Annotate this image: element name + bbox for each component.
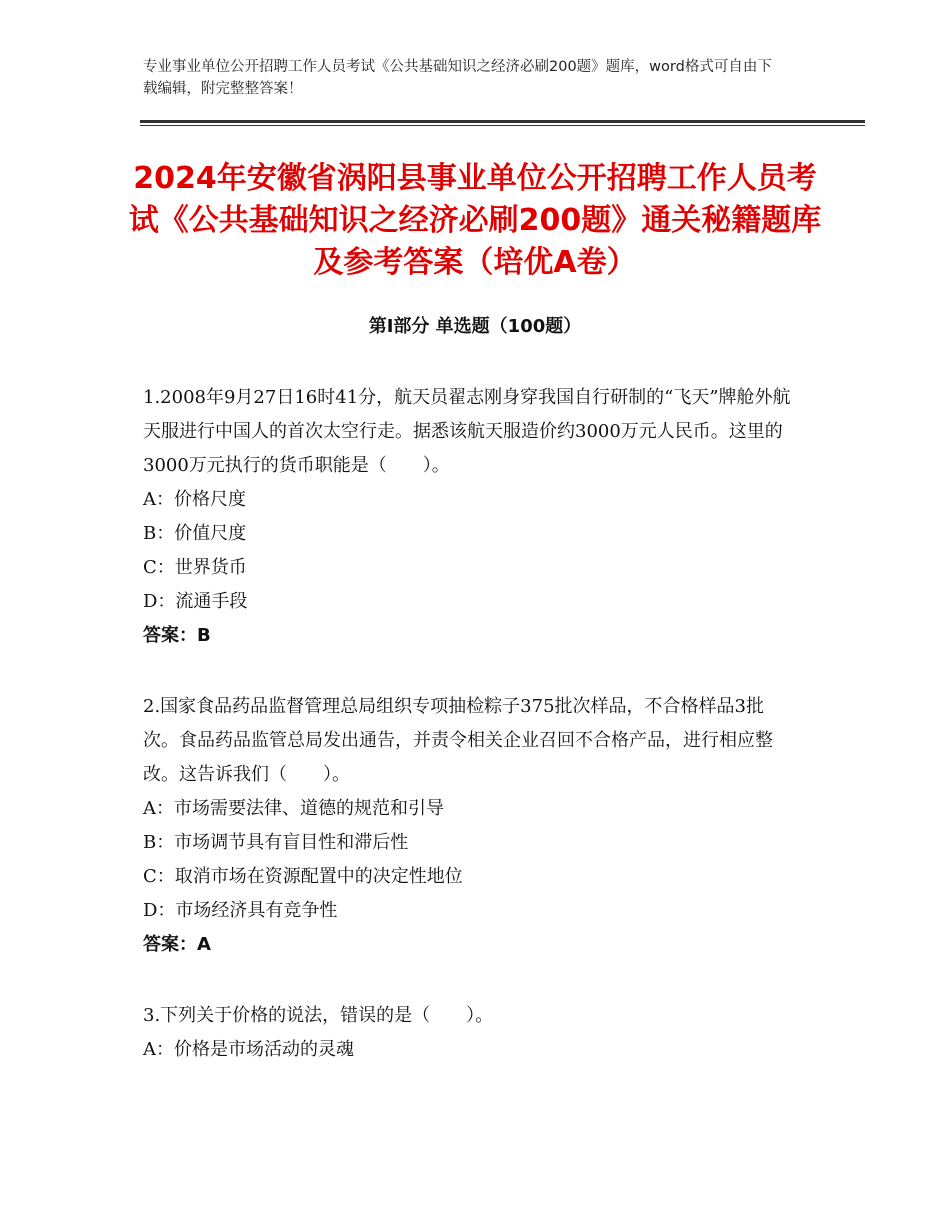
question-gap xyxy=(143,962,793,999)
option-d: D：流通手段 xyxy=(143,591,248,612)
question-stem: 1.2008年9月27日16时41分，航天员翟志刚身穿我国自行研制的“飞天”牌舱外航天服进行中国人的首次太空行走。据悉该航天服造价约3000万元人民币。这里的3000万元执行的货币职能是（ ）。 xyxy=(143,387,791,476)
answer-line xyxy=(143,619,793,653)
answer-line xyxy=(143,928,793,962)
answer-value: A xyxy=(197,934,211,955)
section-heading: 第Ⅰ部分 单选题（100题） xyxy=(368,316,582,337)
option-c: C：世界货币 xyxy=(143,557,247,578)
header-note: 专业事业单位公开招聘工作人员考试《公共基础知识之经济必刷200题》题库，word格式可自由下载编辑，附完整整答案！ xyxy=(143,59,772,97)
document-title: 2024年安徽省涡阳县事业单位公开招聘工作人员考试《公共基础知识之经济必刷200题》通关秘籍题库及参考答案（培优A卷） xyxy=(128,161,822,280)
answer-label: 答案： xyxy=(143,934,197,955)
option-b: B：价值尺度 xyxy=(143,523,247,544)
answer-value: B xyxy=(197,625,211,646)
header-divider-thick xyxy=(140,120,865,123)
question-list xyxy=(143,381,793,1067)
option-a: A：价格是市场活动的灵魂 xyxy=(143,1039,354,1060)
option-a: A：价格尺度 xyxy=(143,489,246,510)
header-divider-thin xyxy=(140,125,865,126)
question-stem: 3.下列关于价格的说法，错误的是（ ）。 xyxy=(143,1005,494,1026)
question-gap xyxy=(143,653,793,690)
question-3 xyxy=(143,999,793,1067)
option-b: B：市场调节具有盲目性和滞后性 xyxy=(143,832,409,853)
option-a: A：市场需要法律、道德的规范和引导 xyxy=(143,798,444,819)
answer-label: 答案： xyxy=(143,625,197,646)
option-d: D：市场经济具有竞争性 xyxy=(143,900,338,921)
question-2 xyxy=(143,690,793,962)
option-c: C：取消市场在资源配置中的决定性地位 xyxy=(143,866,463,887)
question-1 xyxy=(143,381,793,653)
question-stem: 2.国家食品药品监督管理总局组织专项抽检粽子375批次样品，不合格样品3批次。食品药品监管总局发出通告，并责令相关企业召回不合格产品，进行相应整改。这告诉我们（ ）。 xyxy=(143,696,773,785)
